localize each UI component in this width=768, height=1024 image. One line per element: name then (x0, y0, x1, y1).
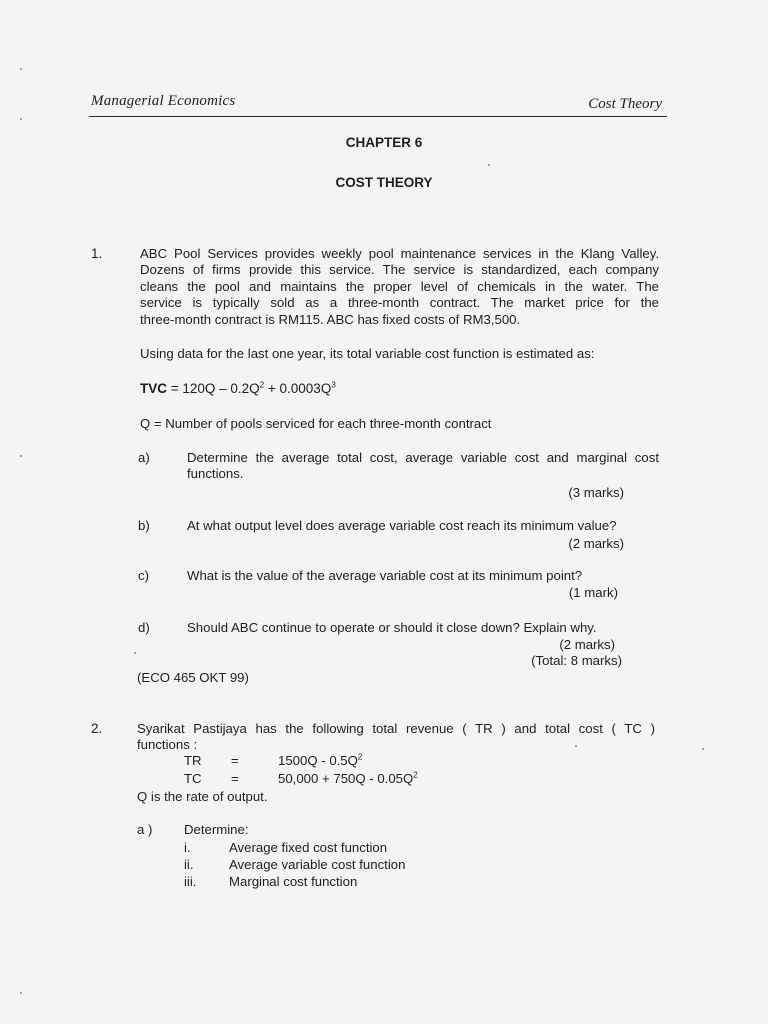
question-2-number: 2. (91, 721, 103, 736)
paragraph-line: cleans the pool and maintains the proper level of chemicals in the water. The (140, 278, 659, 294)
item-text: Average variable cost function (229, 857, 406, 872)
item-text: Marginal cost function (229, 874, 358, 889)
question-1-total: (Total: 8 marks) (531, 653, 622, 668)
scan-speck (20, 68, 22, 70)
scan-speck (134, 652, 136, 654)
part-a-line-1: Determine the average total cost, average variable cost and marginal cost (187, 450, 659, 465)
part-d-label: d) (138, 620, 150, 635)
header-left: Managerial Economics (91, 93, 236, 109)
tc-expression (278, 771, 418, 787)
question-2-line-2: functions : (137, 737, 198, 752)
paragraph-line: Dozens of firms provide this service. The service is standardized, each company (140, 262, 659, 278)
scan-speck (20, 992, 22, 994)
part-c-label: c) (138, 568, 149, 583)
tvc-label: TVC (140, 381, 167, 396)
tc-exponent: 2 (413, 770, 418, 780)
part-b-marks: (2 marks) (568, 536, 624, 551)
tc-equals: = (231, 771, 239, 786)
question-1-number: 1. (91, 246, 103, 261)
tr-expression (278, 753, 362, 769)
part-b-label: b) (138, 518, 150, 533)
part-a-marks: (3 marks) (568, 485, 624, 500)
question-2-part-a-label: a ) (137, 822, 153, 837)
item-number: iii. (184, 874, 197, 889)
chapter-heading: CHAPTER 6 (345, 135, 423, 150)
tc-label: TC (184, 771, 202, 786)
part-d-marks: (2 marks) (559, 637, 615, 652)
item-number: i. (184, 840, 191, 855)
tvc-intro: Using data for the last one year, its total variable cost function is estimated as: (140, 346, 595, 361)
page-title: COST THEORY (335, 175, 433, 190)
tr-equals: = (231, 753, 239, 768)
question-2-q-definition: Q is the rate of output. (137, 789, 268, 804)
scan-speck (20, 118, 22, 120)
tvc-equation (140, 381, 336, 397)
question-1-paragraph (140, 246, 659, 328)
header-rule (89, 116, 667, 117)
tvc-term-1: = 120Q – 0.2Q (167, 381, 260, 396)
scan-speck (488, 164, 490, 166)
tr-exponent: 2 (357, 752, 363, 762)
scan-speck (702, 748, 704, 750)
tr-label: TR (184, 753, 202, 768)
item-text: Average fixed cost function (229, 840, 388, 855)
scan-speck (20, 455, 22, 457)
paragraph-line: ABC Pool Services provides weekly pool maintenance services in the Klang Valley. (140, 246, 659, 261)
question-2-line-1: Syarikat Pastijaya has the following total revenue ( TR ) and total cost ( TC ) (137, 721, 655, 736)
tvc-exponent-2: 3 (331, 380, 336, 390)
paragraph-line: service is typically sold as a three-month contract. The market price for the (140, 295, 659, 311)
tr-terms: 1500Q - 0.5Q (278, 753, 358, 768)
part-b-line-1: At what output level does average variable cost reach its minimum value? (187, 518, 617, 533)
question-2-part-a-text: Determine: (184, 822, 249, 837)
question-1-source: (ECO 465 OKT 99) (137, 670, 249, 685)
tc-terms: 50,000 + 750Q - 0.05Q (278, 771, 414, 786)
q-definition: Q = Number of pools serviced for each three-month contract (140, 416, 492, 431)
tvc-exponent-1: 2 (259, 380, 265, 390)
item-number: ii. (184, 857, 194, 872)
paragraph-line: three-month contract is RM115. ABC has fixed costs of RM3,500. (140, 311, 521, 327)
part-c-marks: (1 mark) (568, 585, 618, 600)
part-c-line-1: What is the value of the average variable cost at its minimum point? (187, 568, 583, 583)
part-d-line-1: Should ABC continue to operate or should it close down? Explain why. (187, 620, 597, 635)
part-a-label: a) (138, 450, 150, 465)
tvc-term-2: + 0.0003Q (264, 381, 332, 396)
scan-speck (575, 745, 577, 747)
part-a-line-2: functions. (187, 466, 244, 481)
header-right: Cost Theory (588, 96, 662, 112)
